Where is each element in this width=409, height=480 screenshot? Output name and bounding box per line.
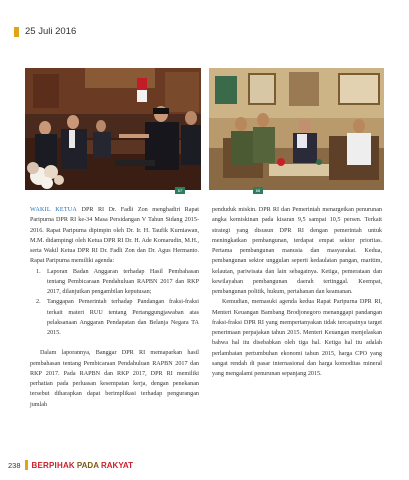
list-item-number: 1. [36,268,41,275]
article-column-left [30,205,199,410]
photo-plenary-handshake [25,68,201,190]
article-paragraph: penduduk miskin. DPR RI dan Pemerintah menargetkan penurunan angka kemiskinan pada kisaran 9,5 sampai 10,5 persen. Terkait strategi yang disusun DPR RI dengan pemerintah untuk meningkatkan pembangunan, terdapat empat sektor prioritas. Pertama pembangunan manusia dan masyarakat. Kedua, pembangunan sektor unggulan seperti kedaulatan pangan, maritim, kelautan, pariwisata dan lain sebagainya. Ketiga, pemerataan dan kewilayahan pembangunan daerah tertinggal. Keempat, pembangunan politik, hukum, pertahanan dan keamanan. [212,207,382,295]
article-intro [30,205,199,267]
footer-accent-bar [25,460,28,470]
article-intro-text: DPR RI Dr. Fadli Zon menghadiri Rapat Paripurna DPR RI ke-34 Masa Persidangan V Tahun Sidang 2015-2016. Rapat Paripurna dipimpin oleh Dr. Ir. H. Taufik Kurniawan, M.M. didampingi oleh Ketua DPR RI Dr. H. Ade Komarudin, M.H., serta Wakil Ketua DPR RI Dr. Fadli Zon dan Dr. Agus Hermanto. Rapat Paripurna memiliki agenda: [30,207,200,265]
list-item-text: Laporan Badan Anggaran terhadap Hasil Pembahasan tentang Pembicaraan Pendahuluan RAPBN 2017 dan RKP 2017, dilanjutkan pengambilan keputusan; [47,268,199,295]
photo-tag-left: 67 [175,187,185,194]
list-item [30,297,199,338]
list-item-number: 2. [36,299,41,306]
agenda-list [30,267,199,339]
date-text: 25 Juli 2016 [25,26,77,37]
paragraph-spacer [30,338,199,348]
article-lead: WAKIL KETUA [30,207,78,213]
photo-meeting-room [209,68,384,190]
footer-brand-berpihak: BERPIHAK [31,460,75,470]
article-paragraph: Dalam laporannya, Banggar DPR RI memaparkan hasil pembahasan tentang Pembicaraan Pendahuluan RAPBN 2017 dan RKP 2017. Pada RAPBN dan RKP 2017, DPR RI memiliki perhatian pada perluasan kesempatan kerja, dengan penekanan tersebut diharapkan dapat berimplikasi terhadap pengurangan jumlah [30,350,199,408]
page-number: 238 [8,460,21,470]
article-paragraph: Kemudian, memasuki agenda kedua Rapat Paripurna DPR RI, Menteri Keuangan Bambang Brodjonegoro menanggapi pandangan fraksi-fraksi DPR RI yang mempertanyakan tidak tercapainya target penerimaan perpajakan tahun 2015. Menteri Keuangan menjelaskan bahwa hal itu disebabkan oleh tiga hal. Ketiga hal itu adalah perlambatan pertumbuhan ekonomi tahun 2015, harga CPO yang sangat rendah di pasar internasional dan harga komoditas mineral yang mengalami penurunan sepanjang 2015. [212,299,382,377]
date-header [14,26,76,37]
date-accent-bar [14,27,19,37]
page-footer [8,460,133,470]
list-item-text: Tanggapan Pemerintah terhadap Pandangan fraksi-fraksi terkait materi RUU tentang Pertanggungjawaban atas pelaksanaan Anggaran Pendapatan dan Belanja Negara TA 2015. [47,299,199,336]
footer-brand-rakyat: RAKYAT [100,460,133,470]
footer-brand-pada: PADA [76,460,99,470]
article-column-right [212,205,382,379]
photo-tag-right: 68 [253,187,263,194]
list-item [30,267,199,298]
